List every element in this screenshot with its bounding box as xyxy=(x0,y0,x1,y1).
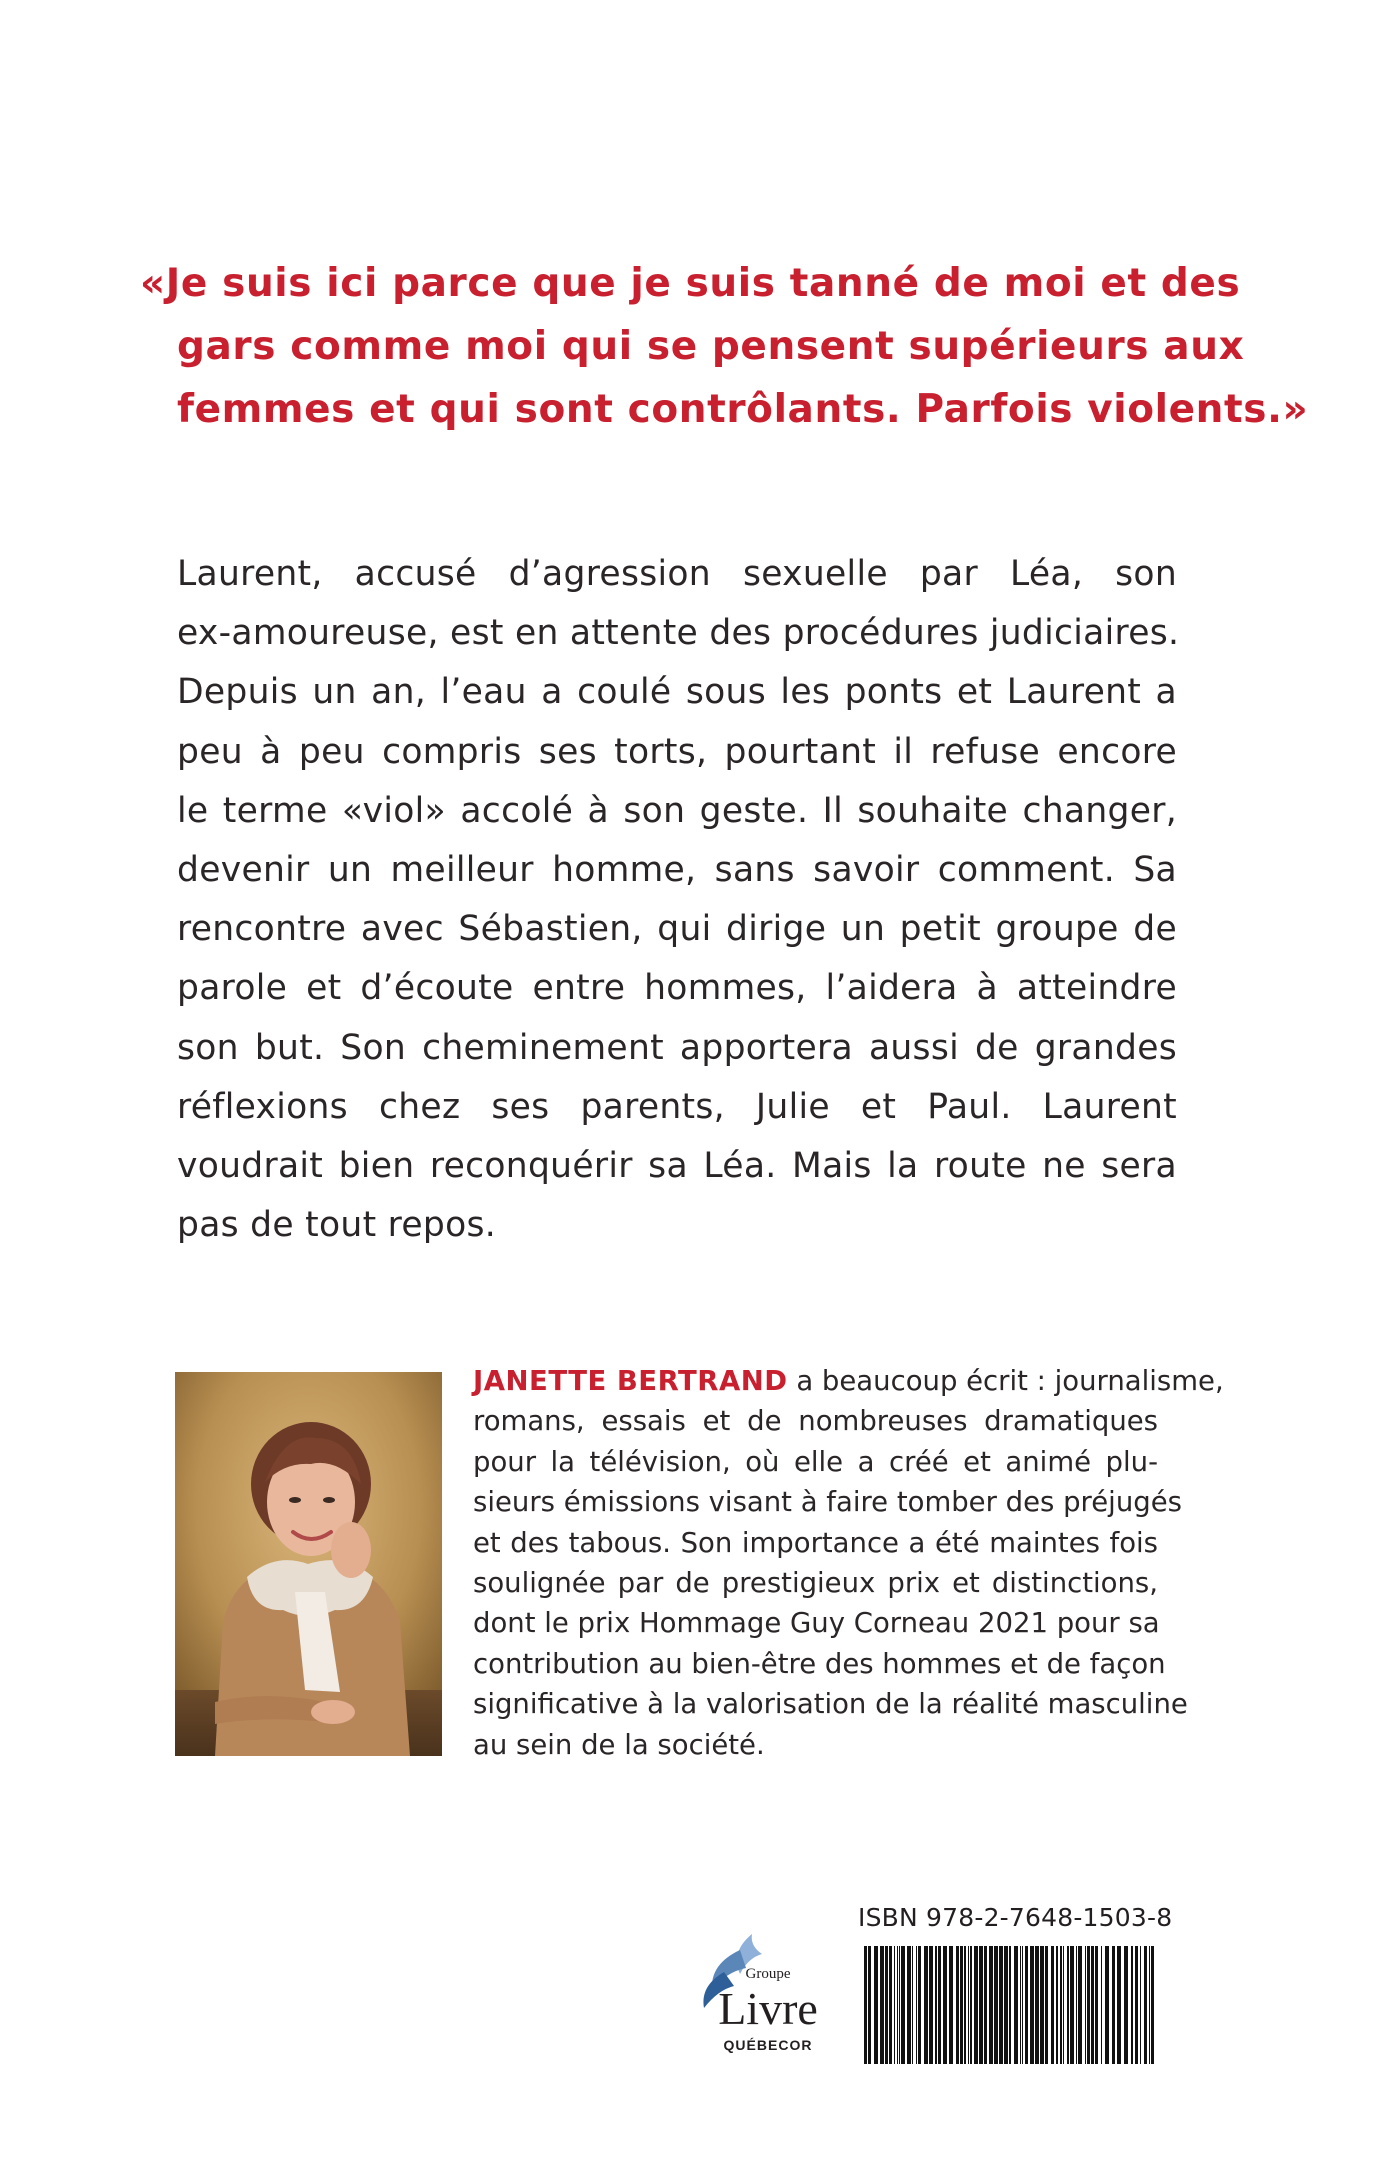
author-bio-line: pour la télévision, où elle a créé et animé plu- xyxy=(473,1445,1158,1478)
summary-line: parole et d’écoute entre hommes, l’aidera à atteindre xyxy=(177,968,1177,1009)
publisher-logo xyxy=(690,1928,850,2068)
author-bio-text: a beaucoup écrit : journalisme, xyxy=(787,1365,1224,1397)
summary-line: peu à peu compris ses torts, pourtant il refuse encore xyxy=(177,731,1177,772)
author-bio-line xyxy=(473,1361,1224,1401)
publisher-logo-bottom: QUÉBECOR xyxy=(723,2037,813,2053)
pull-quote-line: femmes et qui sont contrôlants. Parfois violents.» xyxy=(177,387,1309,432)
author-bio-line: contribution au bien-être des hommes et de façon xyxy=(473,1647,1166,1680)
barcode xyxy=(862,1946,1158,2064)
summary-line: Depuis un an, l’eau a coulé sous les ponts et Laurent a xyxy=(177,672,1177,713)
author-bio-line: significative à la valorisation de la réalité masculine xyxy=(473,1688,1188,1721)
summary-line: réflexions chez ses parents, Julie et Paul. Laurent xyxy=(177,1086,1177,1127)
isbn-text: ISBN 978-2-7648-1503-8 xyxy=(858,1903,1173,1932)
summary-line: pas de tout repos. xyxy=(177,1205,497,1246)
book-summary xyxy=(177,545,1180,1255)
summary-line: ex-amoureuse, est en attente des procédures judiciaires. xyxy=(177,613,1180,654)
author-bio-line: romans, essais et de nombreuses dramatiques xyxy=(473,1405,1158,1438)
publisher-logo-top: Groupe xyxy=(745,1966,791,1982)
author-name: JANETTE BERTRAND xyxy=(473,1365,788,1397)
author-bio xyxy=(473,1361,1224,1765)
author-bio-line: au sein de la société. xyxy=(473,1728,765,1761)
author-bio-line: soulignée par de prestigieux prix et distinctions, xyxy=(473,1567,1158,1600)
publisher-logo-main: Livre xyxy=(718,1983,818,2034)
summary-line: Laurent, accusé d’agression sexuelle par Léa, son xyxy=(177,554,1177,594)
summary-line: le terme «viol» accolé à son geste. Il souhaite changer, xyxy=(177,790,1177,831)
author-bio-line: et des tabous. Son importance a été maintes fois xyxy=(473,1526,1158,1559)
summary-line: son but. Son cheminement apportera aussi de grandes xyxy=(177,1027,1177,1068)
summary-line: voudrait bien reconquérir sa Léa. Mais la route ne sera xyxy=(177,1146,1177,1187)
author-bio-line: dont le prix Hommage Guy Corneau 2021 pour sa xyxy=(473,1607,1160,1640)
pull-quote-line: «Je suis ici parce que je suis tanné de moi et des xyxy=(140,261,1241,306)
author-bio-line: sieurs émissions visant à faire tomber des préjugés xyxy=(473,1486,1182,1519)
pull-quote xyxy=(140,252,1309,441)
summary-line: devenir un meilleur homme, sans savoir comment. Sa xyxy=(177,850,1177,891)
author-photo xyxy=(175,1372,442,1756)
pull-quote-line: gars comme moi qui se pensent supérieurs aux xyxy=(177,324,1245,369)
summary-line: rencontre avec Sébastien, qui dirige un petit groupe de xyxy=(177,909,1177,950)
